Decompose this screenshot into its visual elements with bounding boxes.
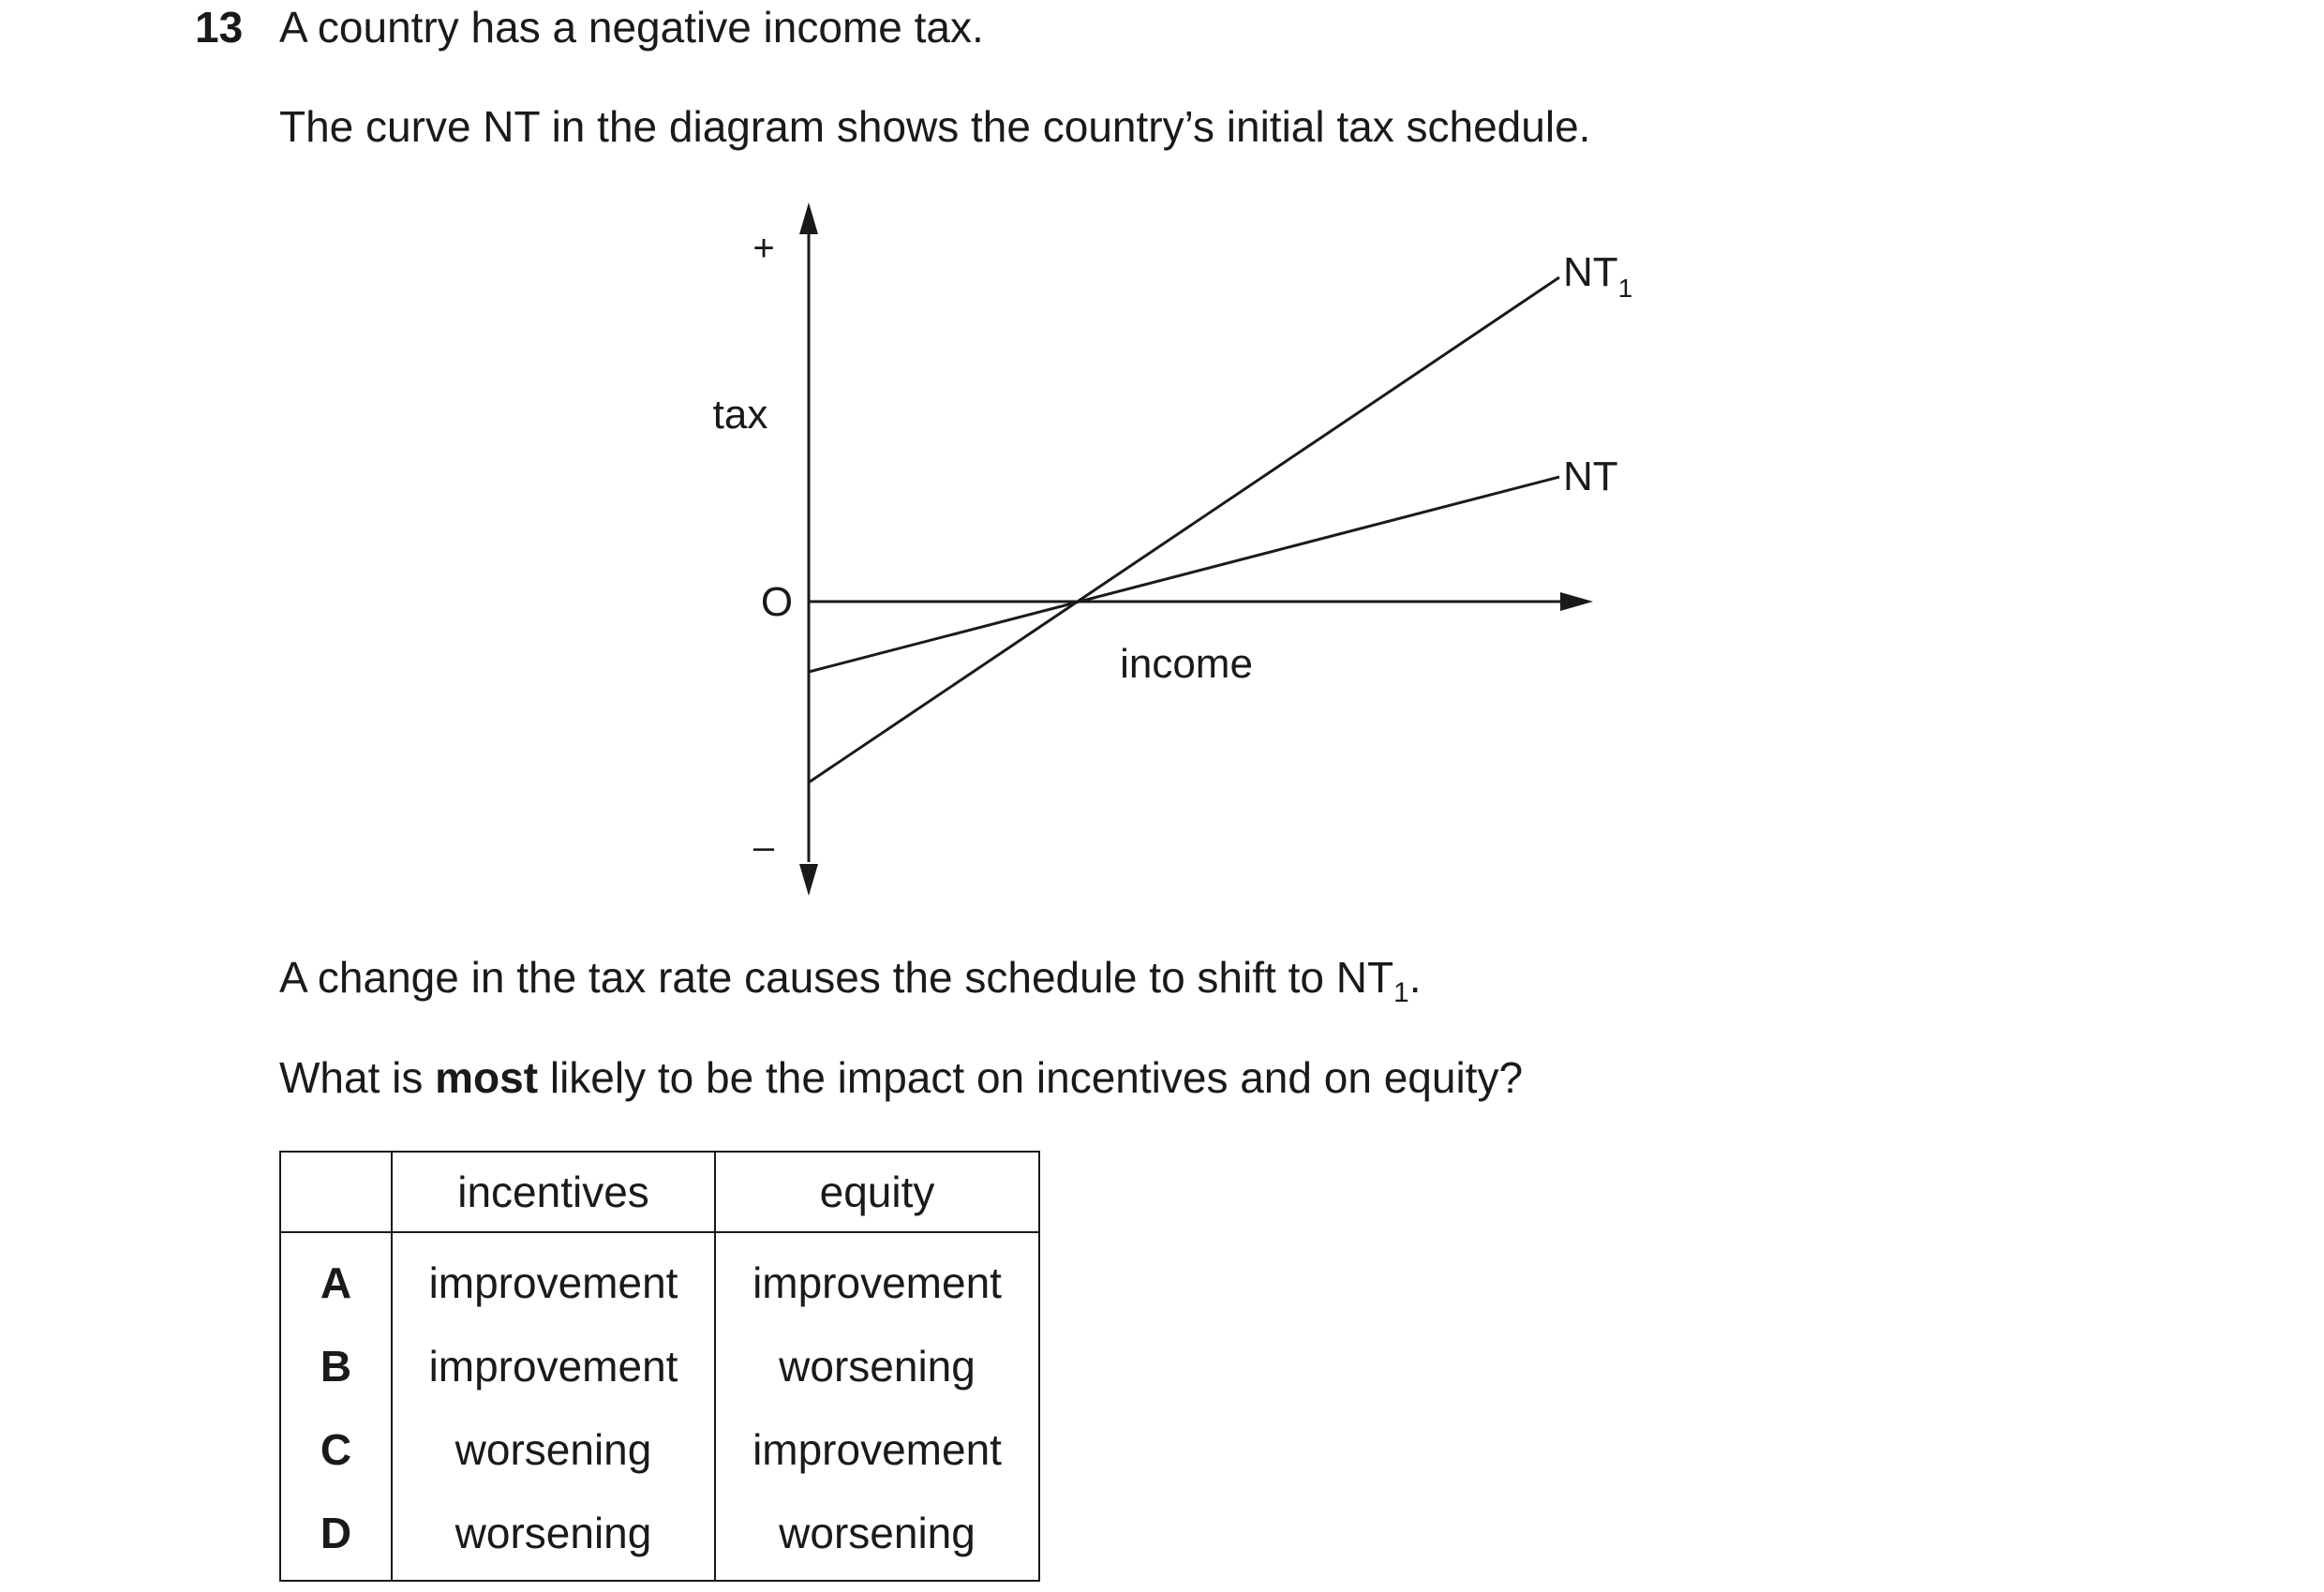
- table-header-row: [280, 1152, 1039, 1232]
- question-prompt-start: What is: [279, 1053, 436, 1102]
- question-prompt-end: likely to be the impact on incentives and on equity?: [538, 1053, 1524, 1102]
- y-plus-label: +: [752, 228, 775, 269]
- option-key: A: [280, 1232, 392, 1324]
- option-key: D: [280, 1491, 392, 1581]
- option-incentives: worsening: [392, 1491, 715, 1581]
- option-key: C: [280, 1407, 392, 1491]
- table-row: [280, 1407, 1039, 1491]
- x-axis-arrow: [1560, 592, 1593, 611]
- change-statement-period: .: [1408, 953, 1422, 1002]
- question-number: 13: [195, 3, 244, 52]
- question-statement: The curve NT in the diagram shows the country’s initial tax schedule.: [279, 102, 1591, 151]
- origin-label: O: [760, 579, 794, 625]
- option-incentives: improvement: [392, 1232, 715, 1324]
- nt-label: NT: [1563, 454, 1618, 499]
- table-row: [280, 1491, 1039, 1581]
- option-equity: improvement: [715, 1232, 1039, 1324]
- y-axis-arrow-down: [799, 864, 818, 896]
- nt1-label-main: NT: [1563, 249, 1618, 295]
- table-header-key: [280, 1152, 392, 1232]
- y-axis-arrow-up: [799, 202, 818, 234]
- option-equity: improvement: [715, 1407, 1039, 1491]
- question-intro: A country has a negative income tax.: [279, 3, 984, 52]
- option-key: B: [280, 1324, 392, 1407]
- table-header-incentives: incentives: [392, 1152, 715, 1232]
- option-incentives: improvement: [392, 1324, 715, 1407]
- table-row: [280, 1232, 1039, 1324]
- x-axis-label: income: [1120, 641, 1253, 687]
- change-statement-text: A change in the tax rate causes the schedule to shift to NT: [279, 953, 1394, 1002]
- change-statement-subscript: 1: [1393, 977, 1409, 1009]
- change-statement: [279, 953, 1422, 1009]
- option-equity: worsening: [715, 1324, 1039, 1407]
- question-prompt: [279, 1053, 1524, 1102]
- nt1-label-subscript: 1: [1617, 274, 1633, 303]
- question-prompt-emphasis: most: [435, 1053, 539, 1102]
- nt1-curve: [809, 277, 1559, 782]
- table-header-equity: equity: [715, 1152, 1039, 1232]
- option-equity: worsening: [715, 1491, 1039, 1581]
- answer-options-table: [279, 1151, 1040, 1582]
- y-axis-label: tax: [712, 392, 768, 438]
- nt1-label: [1563, 249, 1632, 303]
- option-incentives: worsening: [392, 1407, 715, 1491]
- y-minus-label: –: [752, 826, 775, 868]
- table-row: [280, 1324, 1039, 1407]
